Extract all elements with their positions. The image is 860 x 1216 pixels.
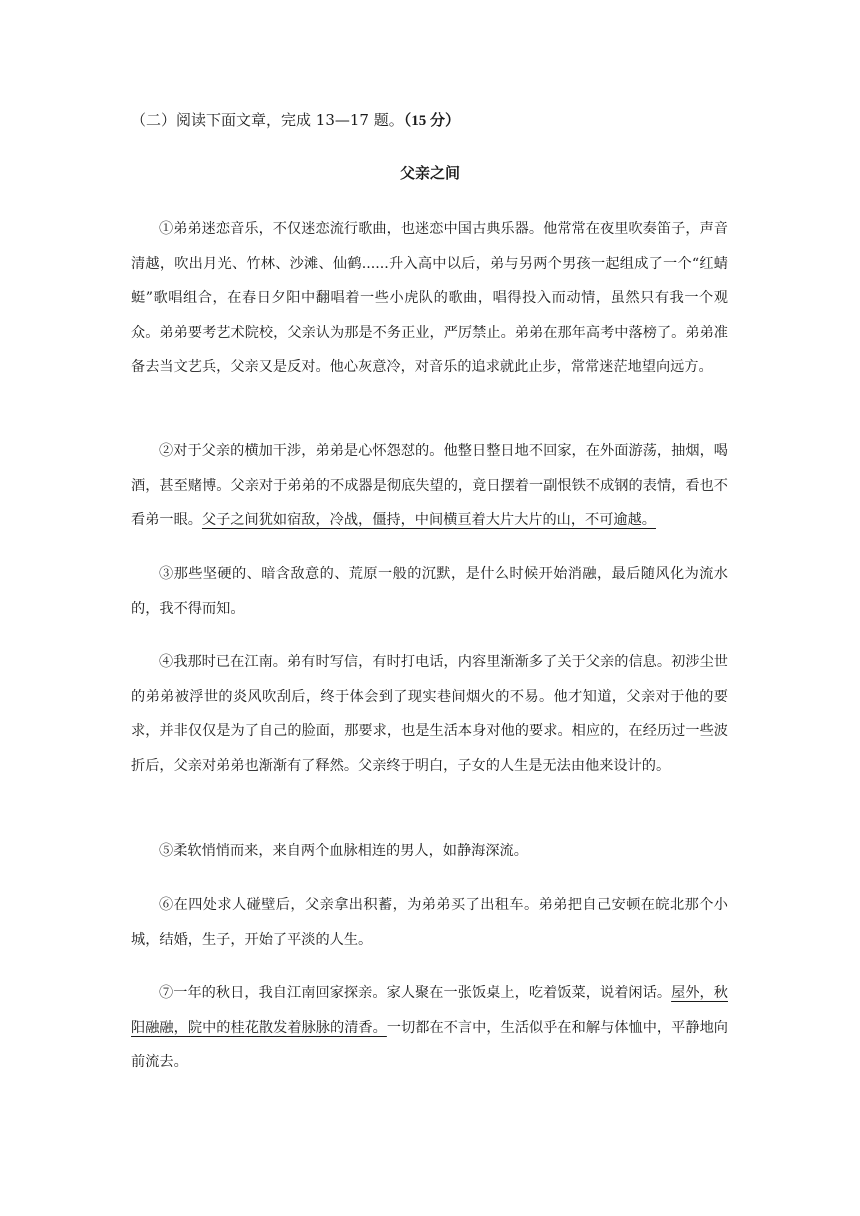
paragraph-4: ④我那时已在江南。弟有时写信，有时打电话，内容里渐渐多了关于父亲的信息。初涉尘世的弟弟被浮世的炎风吹刮后，终于体会到了现实巷间烟火的不易。他才知道，父亲对于他的要求，并非仅仅是为了自己的脸面，那要求，也是生活本身对他的要求。相应的，在经历过一些波折后，父亲对弟弟也渐渐有了释然。父亲终于明白，子女的人生是无法由他来设计的。 xyxy=(131,654,728,774)
paragraph-3: ③那些坚硬的、暗含敌意的、荒原一般的沉默，是什么时候开始消融，最后随风化为流水的，我不得而知。 xyxy=(131,566,728,617)
paragraph-7 xyxy=(131,976,728,1080)
paragraph-2-underlined-sentence: 父子之间犹如宿敌，冷战，僵持，中间横亘着大片大片的山，不可逾越。 xyxy=(201,512,656,528)
article-title: 父亲之间 xyxy=(399,164,460,182)
paragraph-2 xyxy=(131,434,728,538)
paragraph-6: ⑥在四处求人碰壁后，父亲拿出积蓄，为弟弟买了出租车。弟弟把自己安顿在皖北那个小城，结婚，生子，开始了平淡的人生。 xyxy=(131,897,728,948)
paragraph-7-underlined-sentence: 屋外，秋阳融融，院中的桂花散发着脉脉的清香。 xyxy=(131,985,728,1036)
paragraph-5: ⑤柔软悄悄而来，来自两个血脉相连的男人，如静海深流。 xyxy=(159,843,528,859)
paragraph-2-text: ②对于父亲的横加干涉，弟弟是心怀怨怼的。他整日整日地不回家，在外面游荡，抽烟，喝酒，甚至赌博。父亲对于弟弟的不成器是彻底失望的，竟日摆着一副恨铁不成钢的表情，看也不看弟一眼。 xyxy=(131,443,728,528)
paragraph-1: ①弟弟迷恋音乐，不仅迷恋流行歌曲，也迷恋中国古典乐器。他常常在夜里吹奏笛子，声音清越，吹出月光、竹林、沙滩、仙鹤......升入高中以后，弟与另两个男孩一起组成了一个“红蜻蜓”歌唱组合，在春日夕阳中翻唱着一些小虎队的歌曲，唱得投入而动情，虽然只有我一个观众。弟弟要考艺术院校，父亲认为那是不务正业，严厉禁止。弟弟在那年高考中落榜了。弟弟准备去当文艺兵，父亲又是反对。他心灰意冷，对音乐的追求就此止步，常常迷茫地望向远方。 xyxy=(131,221,728,375)
section-heading xyxy=(131,108,460,133)
section-score: （15 分） xyxy=(403,113,460,129)
paragraph-7-text-after: 一切都在不言中，生活似乎在和解与体恤中，平静地向前流去。 xyxy=(131,1019,728,1070)
section-heading-text: （二）阅读下面文章，完成 13—17 题。 xyxy=(131,111,404,129)
paragraph-7-text-before: ⑦一年的秋日，我自江南回家探亲。家人聚在一张饭桌上，吃着饭菜，说着闲话。 xyxy=(159,985,672,1001)
